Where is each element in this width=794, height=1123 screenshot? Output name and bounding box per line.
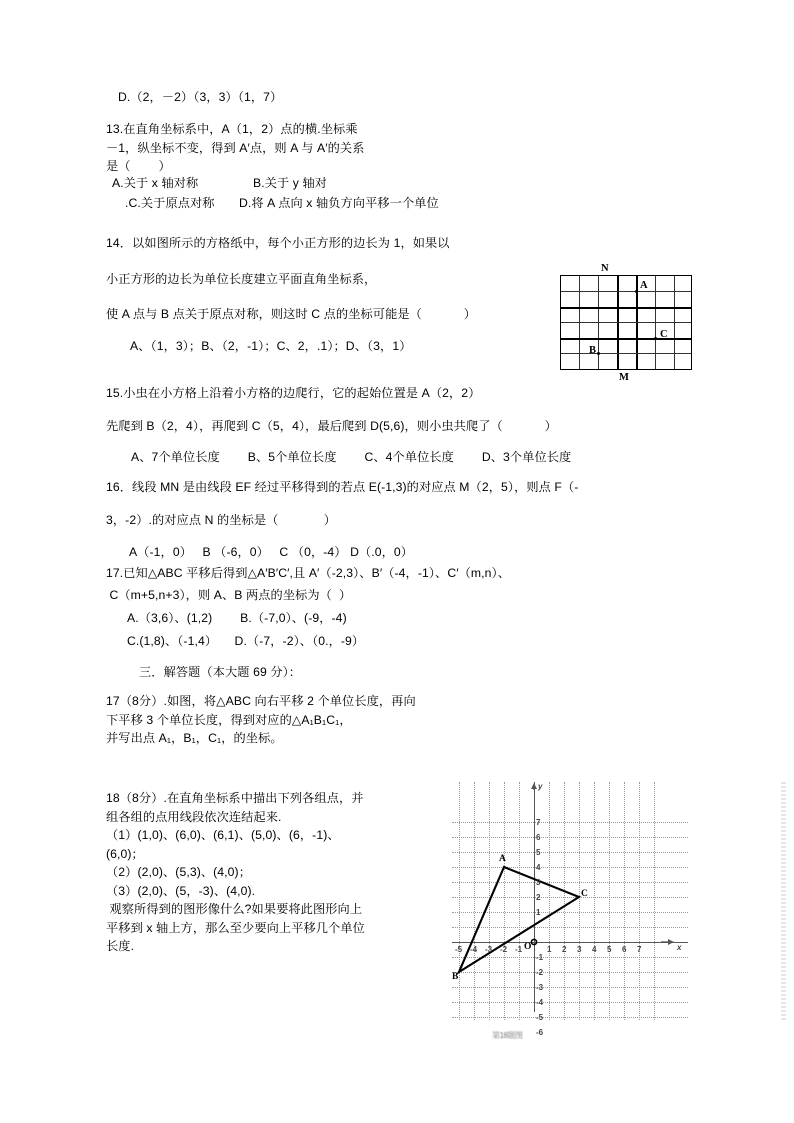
grid-paper-figure xyxy=(560,275,692,370)
q18-line-6: （3）(2,0)、(5，-3)、(4,0). xyxy=(106,883,256,898)
x-axis-label: x xyxy=(677,943,682,952)
xtick-2: 2 xyxy=(562,945,567,954)
q15-line-1: 15.小虫在小方格上沿着小方格的边爬行，它的起始位置是 A（2，2） xyxy=(106,386,481,400)
q17-solve-line-3: 并写出点 A₁，B₁，C₁，的坐标。 xyxy=(106,731,283,745)
xtick--4: -4 xyxy=(470,945,478,954)
q14-line-2: 小正方形的边长为单位长度建立平面直角坐标系， xyxy=(106,272,377,286)
question-17-solve xyxy=(106,692,416,748)
q18-line-8: 平移到 x 轴上方，那么至少要向上平移几个单位 xyxy=(106,920,365,935)
figure-caption-18: 第18题图 xyxy=(492,1031,523,1040)
vertex-label-b: B xyxy=(452,972,459,982)
xtick-3: 3 xyxy=(577,945,582,954)
ytick-1: 1 xyxy=(536,908,541,917)
question-13 xyxy=(106,120,365,176)
q13-option-d: D.将 A 点向 x 轴负方向平移一个单位 xyxy=(239,196,439,210)
ytick--5: -5 xyxy=(536,1013,544,1022)
q13-option-b: B.关于 y 轴对 xyxy=(253,176,328,190)
q14-line-1: 14．以如图所示的方格纸中，每个小正方形的边长为 1，如果以 xyxy=(106,236,450,250)
grid-label-c: C xyxy=(660,329,668,340)
xtick-5: 5 xyxy=(607,945,612,954)
xtick-6: 6 xyxy=(622,945,627,954)
q18-line-5: （2）(2,0)、(5,3)、(4,0)； xyxy=(106,865,251,879)
grid-hline xyxy=(561,353,691,354)
origin-label: O xyxy=(524,942,532,952)
grid-figure-label-n: N xyxy=(601,263,609,274)
q17-choice-option-ab: A.（3,6）、(1,2) B.（-7,0）、(-9，-4) xyxy=(127,611,347,625)
xtick--3: -3 xyxy=(485,945,493,954)
q18-line-4: (6,0)； xyxy=(106,846,144,861)
q13-line-2: －1，纵坐标不变，得到 A′点，则 A 与 A′的关系 xyxy=(106,140,365,155)
xtick-7: 7 xyxy=(637,945,642,954)
xtick--2: -2 xyxy=(500,945,508,954)
q15-line-2: 先爬到 B（2，4），再爬到 C（5，4），最后爬到 D(5,6)，则小虫共爬了（ ） xyxy=(106,419,557,433)
q18-line-7: 观察所得到的图形像什么?如果要将此图形向上 xyxy=(106,902,363,916)
triangle-abc-shape xyxy=(452,782,688,1020)
grid-point-a xyxy=(635,290,638,293)
q13-option-c: .C.关于原点对称 xyxy=(125,196,215,210)
q17-solve-line-2: 下平移 3 个单位长度，得到对应的△A₁B₁C₁， xyxy=(106,712,352,727)
q16-line-2: 3，-2）.的对应点 N 的坐标是（ ） xyxy=(106,513,337,527)
ytick-7: 7 xyxy=(536,818,541,827)
grid-point-c xyxy=(654,337,657,340)
grid-hline xyxy=(561,322,691,323)
question-18 xyxy=(106,789,365,956)
q17-choice-line-2: C（m+5,n+3），则 A、B 两点的坐标为（ ） xyxy=(106,588,352,602)
q17-choice-line-1: 17.已知△ABC 平移后得到△A′B′C′,且 A′（-2,3）、B′（-4，-1）、C′（m,n）、 xyxy=(106,566,510,580)
vertex-label-c: C xyxy=(581,889,588,899)
grid-point-b xyxy=(597,352,600,355)
xtick--1: -1 xyxy=(515,945,523,954)
grid-hline-axis xyxy=(561,338,691,340)
q17-choice-option-cd: C.(1,8)、（-1,4） D.（-7，-2）、（0.，-9） xyxy=(127,634,365,648)
section-heading: 三．解答题（本大题 69 分）： xyxy=(139,665,302,679)
y-axis-label: y xyxy=(538,782,543,791)
page-edge-artifact xyxy=(781,782,786,1022)
xtick-4: 4 xyxy=(592,945,597,954)
grid-figure-label-m: M xyxy=(619,372,629,383)
vertex-label-a: A xyxy=(499,854,506,864)
q12-option-d: D.（2，－2）（3，3）（1，7） xyxy=(118,90,283,104)
q18-line-3: （1）(1,0)、(6,0)、(6,1)、(5,0)、(6，-1)、 xyxy=(106,828,340,842)
xtick--5: -5 xyxy=(455,945,463,954)
ytick-3: 3 xyxy=(536,878,541,887)
ytick--2: -2 xyxy=(536,968,544,977)
grid-hline xyxy=(561,291,691,292)
q13-line-3: 是（ ） xyxy=(106,159,171,173)
grid-label-a: A xyxy=(640,280,648,291)
q14-line-3: 使 A 点与 B 点关于原点对称，则这时 C 点的坐标可能是（ ） xyxy=(106,307,477,321)
q14-options: A、（1，3）；B、（2，-1）；C、2，.1）；D、（3，1） xyxy=(130,339,412,353)
q13-line-1: 13.在直角坐标系中，A（1，2）点的横.坐标乘 xyxy=(106,122,358,136)
q18-line-9: 长度. xyxy=(106,939,135,953)
q13-option-a: A.关于 x 轴对称 xyxy=(112,176,199,190)
q18-line-2: 组各组的点用线段依次连结起来. xyxy=(106,809,282,824)
q16-line-1: 16．线段 MN 是由线段 EF 经过平移得到的若点 E(-1,3)的对应点 M（2，5），则点 F（- xyxy=(106,480,579,494)
grid-label-b: B xyxy=(589,345,597,356)
q17-solve-line-1: 17（8分）.如图，将△ABC 向右平移 2 个单位长度，再向 xyxy=(106,694,416,708)
ytick-6: 6 xyxy=(536,833,541,842)
ytick--1: -1 xyxy=(536,953,544,962)
q16-options: A（-1，0） B （-6，0） C （0，-4） D（.0，0） xyxy=(129,545,414,559)
ytick--4: -4 xyxy=(536,998,544,1007)
ytick--3: -3 xyxy=(536,983,544,992)
q18-line-1: 18（8分）.在直角坐标系中描出下列各组点，并 xyxy=(106,791,364,805)
ytick-2: 2 xyxy=(536,893,541,902)
xtick-1: 1 xyxy=(547,945,552,954)
grid-hline xyxy=(561,307,691,309)
q15-options: A、7个单位长度 B、5个单位长度 C、4个单位长度 D、3个单位长度 xyxy=(131,450,572,464)
ytick--6: -6 xyxy=(536,1028,544,1037)
ytick-5: 5 xyxy=(536,848,541,857)
ytick-4: 4 xyxy=(536,863,541,872)
